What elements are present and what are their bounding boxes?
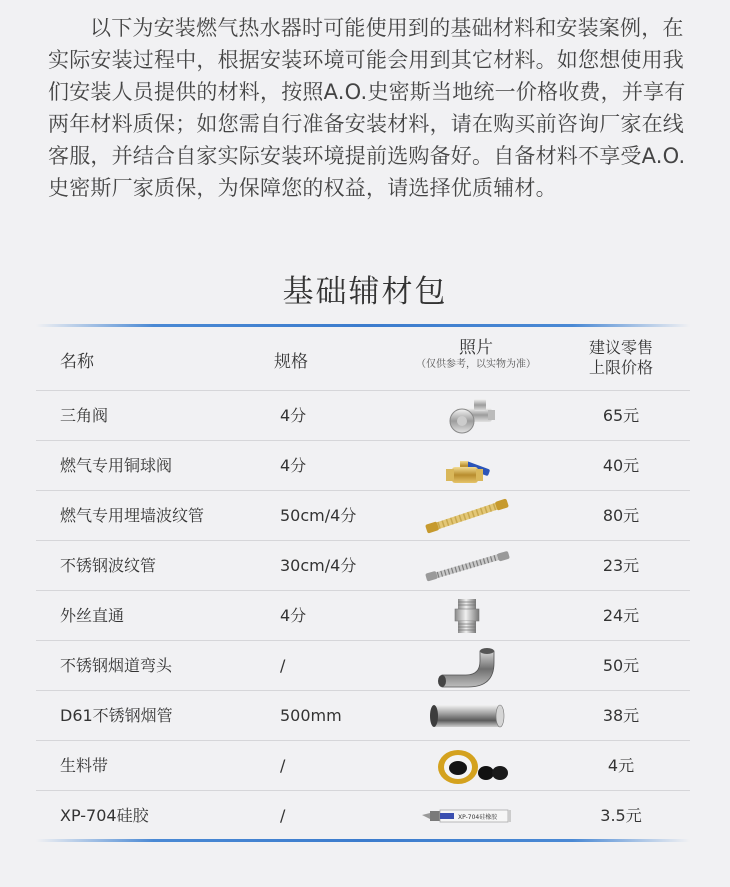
table-header — [36, 330, 690, 388]
stainless-corrugated-hose-icon — [422, 541, 512, 590]
silicone-tube-icon — [422, 791, 512, 840]
row-name: 生料带 — [60, 756, 109, 775]
table-row — [36, 540, 690, 590]
row-price: 4元 — [607, 756, 635, 775]
header-photo — [356, 338, 596, 372]
silicone-tube-label: XP-704硅橡胶 — [458, 814, 498, 821]
row-price: 40元 — [602, 456, 640, 475]
row-name: 燃气专用铜球阀 — [60, 456, 173, 475]
row-price: 3.5元 — [600, 806, 642, 825]
header-spec: 规格 — [274, 352, 308, 372]
table-row — [36, 790, 690, 840]
row-price: 50元 — [602, 656, 640, 675]
table-top-rule — [36, 324, 690, 327]
row-name: 燃气专用埋墙波纹管 — [60, 506, 205, 525]
flue-pipe-icon — [422, 691, 512, 740]
row-name: D61不锈钢烟管 — [60, 706, 173, 725]
row-price: 38元 — [602, 706, 640, 725]
header-price — [576, 338, 666, 378]
table-row — [36, 690, 690, 740]
ptfe-tape-icon — [422, 741, 512, 790]
header-price-line2: 上限价格 — [588, 358, 653, 377]
intro-paragraph: 以下为安装燃气热水器时可能使用到的基础材料和安装案例，在实际安装过程中，根据安装环境可能会用到其它材料。如您想使用我们安装人员提供的材料，按照A.O.史密斯当地统一价格收费，并享有两年材料质保；如您需自行准备安装材料，请在购买前咨询厂家在线客服，并结合自家实际安装环境提前选购备好。自备材料不享受A.O.史密斯厂家质保，为保障您的权益，请选择优质辅材。 — [48, 16, 686, 200]
table-bottom-rule — [36, 839, 690, 842]
row-spec: 500mm — [280, 706, 342, 725]
row-price: 24元 — [602, 606, 640, 625]
row-name: XP-704硅胶 — [60, 806, 149, 825]
row-name: 不锈钢波纹管 — [60, 556, 157, 575]
header-name: 名称 — [60, 352, 94, 372]
gas-corrugated-hose-icon — [422, 491, 512, 540]
table-row — [36, 440, 690, 490]
threaded-coupling-icon — [422, 591, 512, 640]
angle-valve-icon — [422, 391, 512, 440]
row-name: 三角阀 — [60, 406, 109, 425]
table-row — [36, 390, 690, 440]
row-spec: 4分 — [280, 456, 307, 475]
table-row — [36, 640, 690, 690]
row-name: 不锈钢烟道弯头 — [60, 656, 173, 675]
row-spec: / — [280, 656, 286, 675]
row-price: 80元 — [602, 506, 640, 525]
header-photo-label: 照片 — [459, 338, 493, 358]
table-row — [36, 490, 690, 540]
header-price-line1: 建议零售 — [588, 338, 653, 357]
brass-ball-valve-icon — [422, 441, 512, 490]
table-row — [36, 590, 690, 640]
section-title: 基础辅材包 — [282, 274, 448, 310]
row-spec: / — [280, 806, 286, 825]
row-spec: 50cm/4分 — [280, 506, 357, 525]
row-name: 外丝直通 — [60, 606, 125, 625]
flue-elbow-icon — [422, 641, 512, 690]
row-spec: 4分 — [280, 606, 307, 625]
row-spec: 30cm/4分 — [280, 556, 357, 575]
row-price: 65元 — [602, 406, 640, 425]
row-price: 23元 — [602, 556, 640, 575]
header-photo-note: （仅供参考，以实物为准） — [416, 359, 536, 370]
row-spec: / — [280, 756, 286, 775]
table-row — [36, 740, 690, 790]
row-spec: 4分 — [280, 406, 307, 425]
